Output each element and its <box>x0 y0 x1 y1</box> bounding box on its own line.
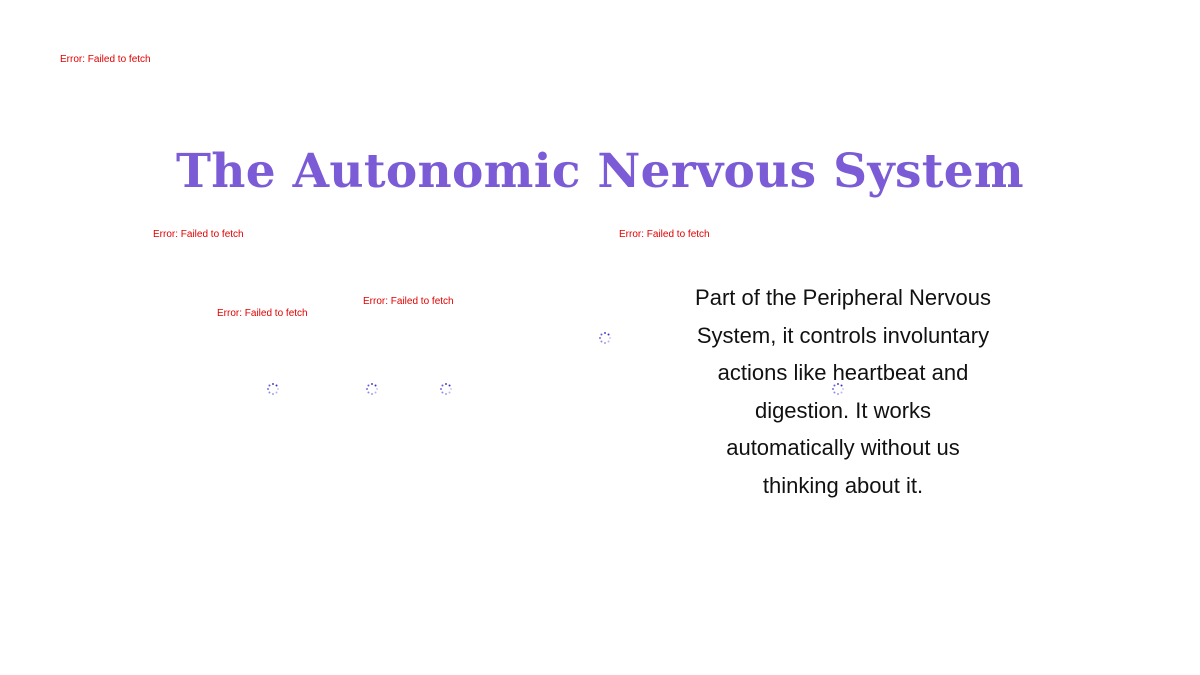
loading-spinner-icon <box>439 382 453 396</box>
page-title: The Autonomic Nervous System <box>176 144 1024 199</box>
error-message-left-column: Error: Failed to fetch <box>153 229 244 240</box>
error-message-right-column: Error: Failed to fetch <box>619 229 710 240</box>
error-message-image-1: Error: Failed to fetch <box>217 308 308 319</box>
loading-spinner-icon <box>266 382 280 396</box>
description-text: Part of the Peripheral Nervous System, it controls involuntary actions like heartbeat and digestion. It works automatically without us thinking about it. <box>695 285 991 498</box>
loading-spinner-icon <box>598 331 612 345</box>
error-message-top-left: Error: Failed to fetch <box>60 54 151 65</box>
error-message-image-2: Error: Failed to fetch <box>363 296 454 307</box>
loading-spinner-icon <box>365 382 379 396</box>
